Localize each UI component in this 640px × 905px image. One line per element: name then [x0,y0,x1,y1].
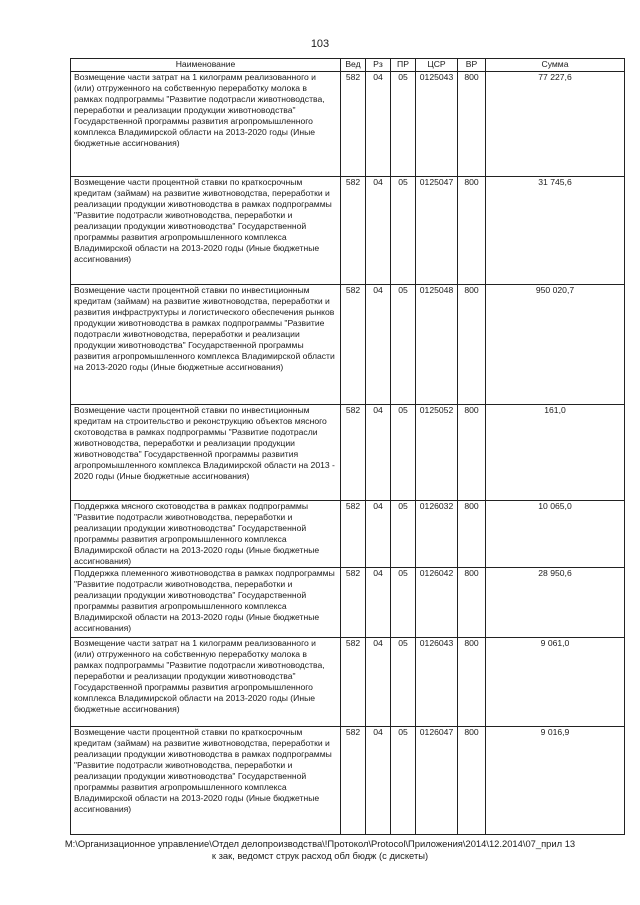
header-ved: Вед [341,59,366,72]
row-csr: 0126043 [416,638,458,727]
row-ved: 582 [341,405,366,501]
row-vr: 800 [458,405,486,501]
row-name: Поддержка мясного скотоводства в рамках подпрограммы "Развитие подотрасли животноводства, переработки и реализации продукции животноводства" Государственной программы развития агропромышленного комплекса Владимирской области на 2013-2020 годы (Иные бюджетные ассигнования) [71,501,341,568]
row-vr: 800 [458,177,486,285]
row-rz: 04 [366,568,391,638]
row-sum: 950 020,7 [486,285,625,405]
header-vr: ВР [458,59,486,72]
row-csr: 0126042 [416,568,458,638]
row-rz: 04 [366,285,391,405]
row-name: Возмещение части процентной ставки по краткосрочным кредитам (займам) на развитие животноводства, переработки и реализации продукции животноводства в рамках подпрограммы "Развитие подотрасли животноводства, переработки и реализации продукции животноводства" Государственной программы развития агропромышленного комплекса Владимирской области на 2013-2020 годы (Иные бюджетные ассигнования) [71,177,341,285]
budget-table [70,58,625,835]
row-pr: 05 [391,501,416,568]
row-vr: 800 [458,727,486,835]
row-sum: 77 227,6 [486,72,625,177]
row-ved: 582 [341,638,366,727]
row-sum: 9 061,0 [486,638,625,727]
table-row [71,568,625,638]
row-ved: 582 [341,285,366,405]
row-ved: 582 [341,72,366,177]
header-pr: ПР [391,59,416,72]
page-number: 103 [310,38,330,50]
table-row [71,285,625,405]
row-sum: 10 065,0 [486,501,625,568]
row-rz: 04 [366,177,391,285]
row-rz: 04 [366,72,391,177]
row-pr: 05 [391,72,416,177]
row-pr: 05 [391,177,416,285]
row-csr: 0125048 [416,285,458,405]
row-name: Возмещение части затрат на 1 килограмм реализованного и (или) отгруженного на собственную переработку молока в рамках подпрограммы "Развитие подотрасли животноводства, переработки и реализации продукции животноводства" Государственной программы развития агропромышленного комплекса Владимирской области на 2013-2020 годы (Иные бюджетные ассигнования) [71,72,341,177]
row-sum: 28 950,6 [486,568,625,638]
row-rz: 04 [366,405,391,501]
row-ved: 582 [341,727,366,835]
row-vr: 800 [458,72,486,177]
row-pr: 05 [391,405,416,501]
table-row [71,177,625,285]
header-csr: ЦСР [416,59,458,72]
row-sum: 9 016,9 [486,727,625,835]
row-ved: 582 [341,177,366,285]
footer-path-line: к зак, ведомст струк расход обл бюдж (с дискеты) [211,850,429,861]
row-rz: 04 [366,638,391,727]
header-name: Наименование [71,59,341,72]
table-header-row [71,59,625,72]
row-csr: 0125043 [416,72,458,177]
row-vr: 800 [458,501,486,568]
row-rz: 04 [366,727,391,835]
row-sum: 31 745,6 [486,177,625,285]
header-rz: Рз [366,59,391,72]
row-vr: 800 [458,285,486,405]
row-pr: 05 [391,727,416,835]
row-rz: 04 [366,501,391,568]
row-csr: 0126032 [416,501,458,568]
row-csr: 0125047 [416,177,458,285]
row-ved: 582 [341,501,366,568]
table-row [71,638,625,727]
row-name: Возмещение части процентной ставки по краткосрочным кредитам (займам) на развитие животноводства, переработки и реализации продукции животноводства в рамках подпрограммы "Развитие подотрасли животноводства, переработки и реализации продукции животноводства" Государственной программы развития агропромышленного комплекса Владимирской области на 2013-2020 годы (Иные бюджетные ассигнования) [71,727,341,835]
table-row [71,501,625,568]
row-ved: 582 [341,568,366,638]
row-pr: 05 [391,568,416,638]
row-sum: 161,0 [486,405,625,501]
header-sum: Сумма [486,59,625,72]
row-pr: 05 [391,285,416,405]
row-csr: 0126047 [416,727,458,835]
footer-path-line: M:\Организационное управление\Отдел делопроизводства\!Протокол\Protocol\Приложения\2014\12.2014\07_прил 13 [64,838,576,849]
row-csr: 0125052 [416,405,458,501]
row-name: Возмещение части затрат на 1 килограмм реализованного и (или) отгруженного на собственную переработку молока в рамках подпрограммы "Развитие подотрасли животноводства, переработки и реализации продукции животноводства" Государственной программы развития агропромышленного комплекса Владимирской области на 2013-2020 годы (Иные бюджетные ассигнования) [71,638,341,727]
file-path-footer [40,838,600,862]
row-pr: 05 [391,638,416,727]
table-row [71,72,625,177]
table-row [71,727,625,835]
row-name: Поддержка племенного животноводства в рамках подпрограммы "Развитие подотрасли животноводства, переработки и реализации продукции животноводства" Государственной программы развития агропромышленного комплекса Владимирской области на 2013-2020 годы (Иные бюджетные ассигнования) [71,568,341,638]
row-name: Возмещение части процентной ставки по инвестиционным кредитам (займам) на развитие животноводства, переработки и развития инфраструктуры и логистического обеспечения рынков продукции животноводства в рамках подпрограммы "Развитие подотрасли животноводства, переработки и реализации продукции животноводства" Государственной программы развития агропромышленного комплекса Владимирской области на 2013-2020 годы (Иные бюджетные ассигнования) [71,285,341,405]
row-name: Возмещение части процентной ставки по инвестиционным кредитам на строительство и реконструкцию объектов мясного скотоводства в рамках подпрограммы "Развитие подотрасли животноводства, переработки и реализации продукции животноводства" Государственной программы развития агропромышленного комплекса Владимирской области на 2013 - 2020 годы (Иные бюджетные ассигнования) [71,405,341,501]
row-vr: 800 [458,638,486,727]
table-row [71,405,625,501]
row-vr: 800 [458,568,486,638]
